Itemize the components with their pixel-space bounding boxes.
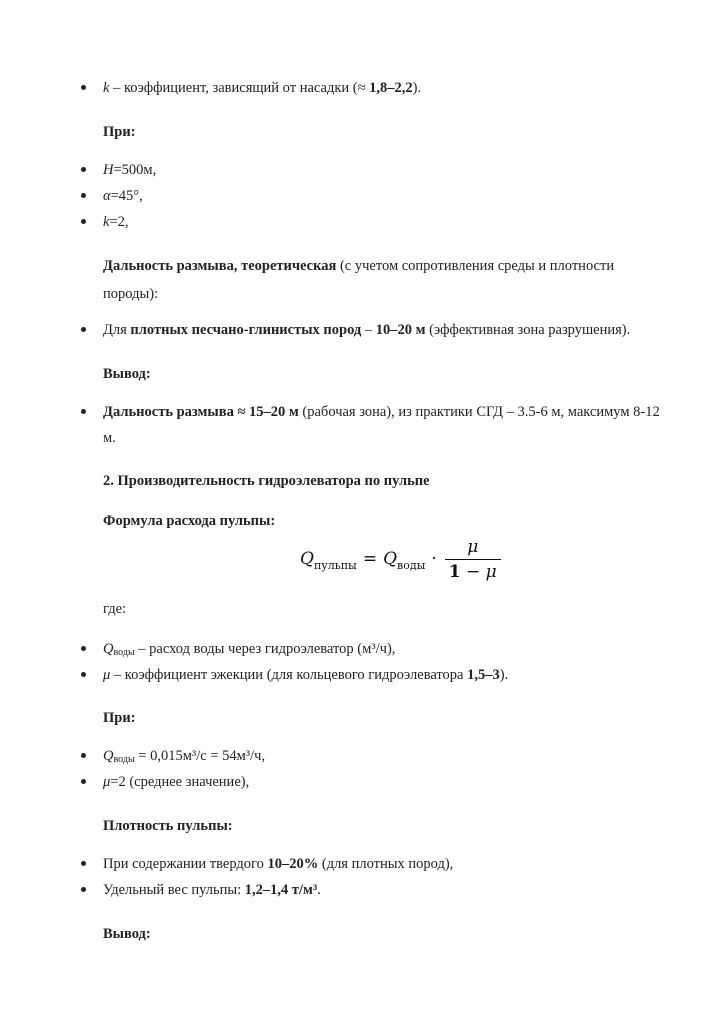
formula-equals: = bbox=[362, 549, 378, 569]
heading-formula: Формула расхода пульпы: bbox=[103, 513, 276, 529]
heading-pri-2: При: bbox=[103, 710, 136, 726]
heading-vyvod-2: Вывод: bbox=[103, 926, 151, 942]
heading-pri-1: При: bbox=[103, 124, 136, 140]
list-item-k: k – коэффициент, зависящий от насадки (≈ 1,8–2,2). bbox=[103, 75, 664, 101]
section-title: 2. Производительность гидроэлеватора по пульпе bbox=[103, 473, 430, 489]
where-label: где: bbox=[103, 601, 127, 617]
formula-q-pulp: $Q_{пульпы}$ bbox=[300, 549, 357, 572]
formula-fraction: $\frac{\mu}{1 - \mu}$ bbox=[445, 537, 501, 582]
list-item-dense-soils: Для плотных песчано-глинистых пород – 10–20 м (эффективная зона разрушения). bbox=[103, 317, 664, 343]
list-item-mu-value: μ=2 (среднее значение), bbox=[103, 769, 664, 795]
list-item-solids: При содержании твердого 10–20% (для плотных пород), bbox=[103, 851, 664, 877]
definition-q-water: $Q_{воды}$ – расход воды через гидроэлеватор (м³/ч), bbox=[103, 636, 664, 666]
formula-q-water: $Q_{воды}$ bbox=[383, 549, 426, 572]
list-item-conclusion: Дальность размыва ≈ 15–20 м (рабочая зона), из практики СГД – 3.5-6 м, максимум 8-12 м. bbox=[103, 399, 670, 451]
formula-dot: · bbox=[431, 549, 437, 569]
formula-pulp-flow bbox=[300, 535, 501, 583]
list-item-h: H=500м, bbox=[103, 157, 664, 183]
heading-vyvod-1: Вывод: bbox=[103, 366, 151, 382]
list-item-k2: k=2, bbox=[103, 209, 664, 235]
list-item-alpha: α=45°, bbox=[103, 183, 664, 209]
definition-mu: μ – коэффициент эжекции (для кольцевого гидроэлеватора 1,5–3). bbox=[103, 662, 664, 688]
paragraph-range-theory: Дальность размыва, теоретическая (с учетом сопротивления среды и плотности породы): bbox=[103, 258, 615, 302]
list-item-specific-weight: Удельный вес пульпы: 1,2–1,4 т/м³. bbox=[103, 877, 664, 903]
heading-density: Плотность пульпы: bbox=[103, 818, 233, 834]
list-item-q-value: $Q_{воды} = 0,015м^3/с = 54м^3/ч$, bbox=[103, 743, 664, 773]
